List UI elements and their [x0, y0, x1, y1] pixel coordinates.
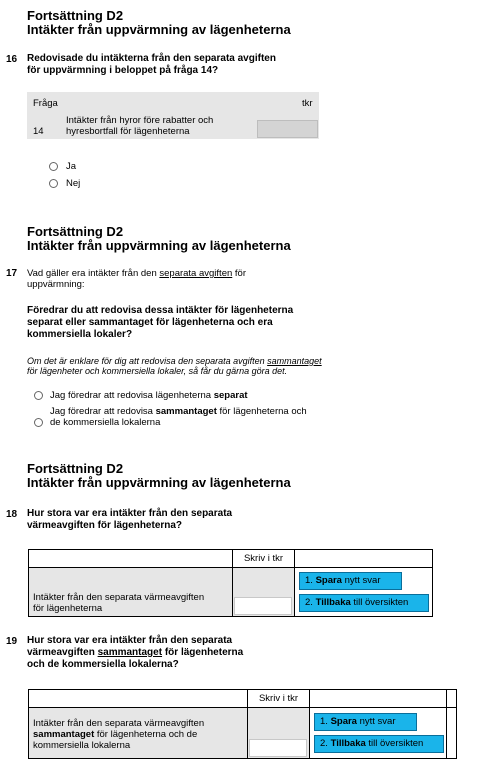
question-19-line-1: Hur stora var era intäkter från den separata: [27, 635, 233, 646]
button-number: 2.: [305, 597, 316, 608]
table-19-row-label: [33, 718, 204, 751]
back-to-overview-button[interactable]: [299, 594, 429, 612]
heading-line-2: Intäkter från uppvärmning av lägenheterna: [27, 475, 291, 490]
option-2-text: Jag föredrar att redovisa: [50, 406, 156, 417]
reference-row-label-line-2: hyresbortfall för lägenheterna: [66, 126, 190, 137]
option-2-bold: sammantaget: [155, 406, 217, 417]
option-2-text-end: för lägenheterna och: [216, 406, 307, 417]
button-text: till översikten: [365, 738, 424, 749]
row-label-line-1: Intäkter från den separata värmeavgiften: [33, 592, 205, 603]
note-line-2: för lägenheter och kommersiella lokaler, så får du gärna göra det.: [27, 366, 288, 376]
separate-fee-term: separata avgiften: [159, 268, 233, 279]
note-text: Om det är enklare för dig att redovisa den separata avgiften: [27, 356, 268, 366]
heading-line-1: Fortsättning D2: [27, 461, 124, 476]
question-17-line-1: Föredrar du att redovisa dessa intäkter för lägenheterna: [27, 305, 294, 316]
row-label-line-2: för lägenheterna och de: [94, 729, 198, 740]
radio-yes-label[interactable]: Ja: [66, 161, 77, 172]
row-label-bold: sammantaget: [33, 729, 95, 740]
question-18-line-1: Hur stora var era intäkter från den separata: [27, 508, 233, 519]
button-number: 2.: [320, 738, 331, 749]
intro-text: Vad gäller era intäkter från den: [27, 268, 160, 279]
question-17-text: [27, 305, 293, 341]
option-2-line-2: de kommersiella lokalerna: [50, 417, 161, 428]
reference-value-cell: [257, 120, 318, 138]
question-17-intro: [27, 268, 246, 290]
reference-row-label: [66, 115, 213, 137]
radio-yes[interactable]: [49, 162, 58, 171]
button-text: till översikten: [350, 597, 409, 608]
question-18-line-2: värmeavgiften för lägenheterna?: [27, 520, 183, 531]
question-number-17: 17: [6, 268, 18, 279]
section-heading-1: [27, 9, 291, 37]
save-new-answer-button[interactable]: [314, 713, 417, 731]
question-19-line-2-start: värmeavgiften: [27, 647, 98, 658]
button-bold: Tillbaka: [315, 597, 351, 608]
question-19-underlined: sammantaget: [97, 647, 163, 658]
button-text: nytt svar: [356, 716, 396, 727]
back-to-overview-button[interactable]: [314, 735, 444, 753]
question-number-18: 18: [6, 509, 18, 520]
heading-line-1: Fortsättning D2: [27, 8, 124, 23]
radio-combined-label[interactable]: [50, 406, 307, 428]
question-19-line-2-end: för lägenheterna: [162, 647, 244, 658]
question-19-text: [27, 635, 243, 671]
button-number: 1.: [305, 575, 316, 586]
question-19-line-3: och de kommersiella lokalerna?: [27, 659, 179, 670]
button-text: nytt svar: [341, 575, 381, 586]
amount-input-18[interactable]: [234, 597, 292, 615]
question-number-16: 16: [6, 54, 18, 65]
question-17-line-2: separat eller sammantaget för lägenheterna och era: [27, 317, 273, 328]
question-17-note: [27, 356, 322, 376]
radio-separate[interactable]: [34, 391, 43, 400]
question-16-line-2: för uppvärmning i beloppet på fråga 14?: [27, 65, 219, 76]
answer-table-19: [28, 689, 457, 759]
note-underlined: sammantaget: [267, 356, 322, 366]
table-18-column-header: Skriv i tkr: [243, 553, 284, 564]
question-18-text: [27, 508, 232, 532]
row-label-line-1: Intäkter från den separata värmeavgiften: [33, 718, 205, 729]
section-heading-2: [27, 225, 291, 253]
option-1-text: Jag föredrar att redovisa lägenheterna: [50, 390, 214, 401]
reference-row-number: 14: [33, 126, 44, 137]
section-heading-3: [27, 462, 291, 490]
button-number: 1.: [320, 716, 331, 727]
reference-header-question: Fråga: [33, 98, 58, 109]
answer-table-18: [28, 549, 433, 617]
table-19-column-header: Skriv i tkr: [258, 693, 299, 704]
radio-separate-label[interactable]: [50, 390, 248, 401]
table-18-row-label: [33, 592, 204, 614]
heading-line-1: Fortsättning D2: [27, 224, 124, 239]
radio-combined[interactable]: [34, 418, 43, 427]
row-label-line-2: för lägenheterna: [33, 603, 103, 614]
question-16-text: [27, 53, 276, 77]
heading-line-2: Intäkter från uppvärmning av lägenheterna: [27, 238, 291, 253]
question-17-line-3: kommersiella lokaler?: [27, 329, 133, 340]
intro-line-2: uppvärmning:: [27, 279, 85, 290]
reference-header-unit: tkr: [302, 98, 313, 109]
intro-text-end: för: [232, 268, 246, 279]
radio-no[interactable]: [49, 179, 58, 188]
amount-input-19[interactable]: [249, 739, 307, 757]
radio-no-label[interactable]: Nej: [66, 178, 81, 189]
save-new-answer-button[interactable]: [299, 572, 402, 590]
question-number-19: 19: [6, 636, 18, 647]
option-1-bold: separat: [213, 390, 248, 401]
button-bold: Tillbaka: [330, 738, 366, 749]
button-bold: Spara: [315, 575, 342, 586]
row-label-line-3: kommersiella lokalerna: [33, 740, 131, 751]
reference-row-label-line-1: Intäkter från hyror före rabatter och: [66, 115, 214, 126]
question-16-line-1: Redovisade du intäkterna från den separata avgiften: [27, 53, 276, 64]
heading-line-2: Intäkter från uppvärmning av lägenheterna: [27, 22, 291, 37]
button-bold: Spara: [330, 716, 357, 727]
